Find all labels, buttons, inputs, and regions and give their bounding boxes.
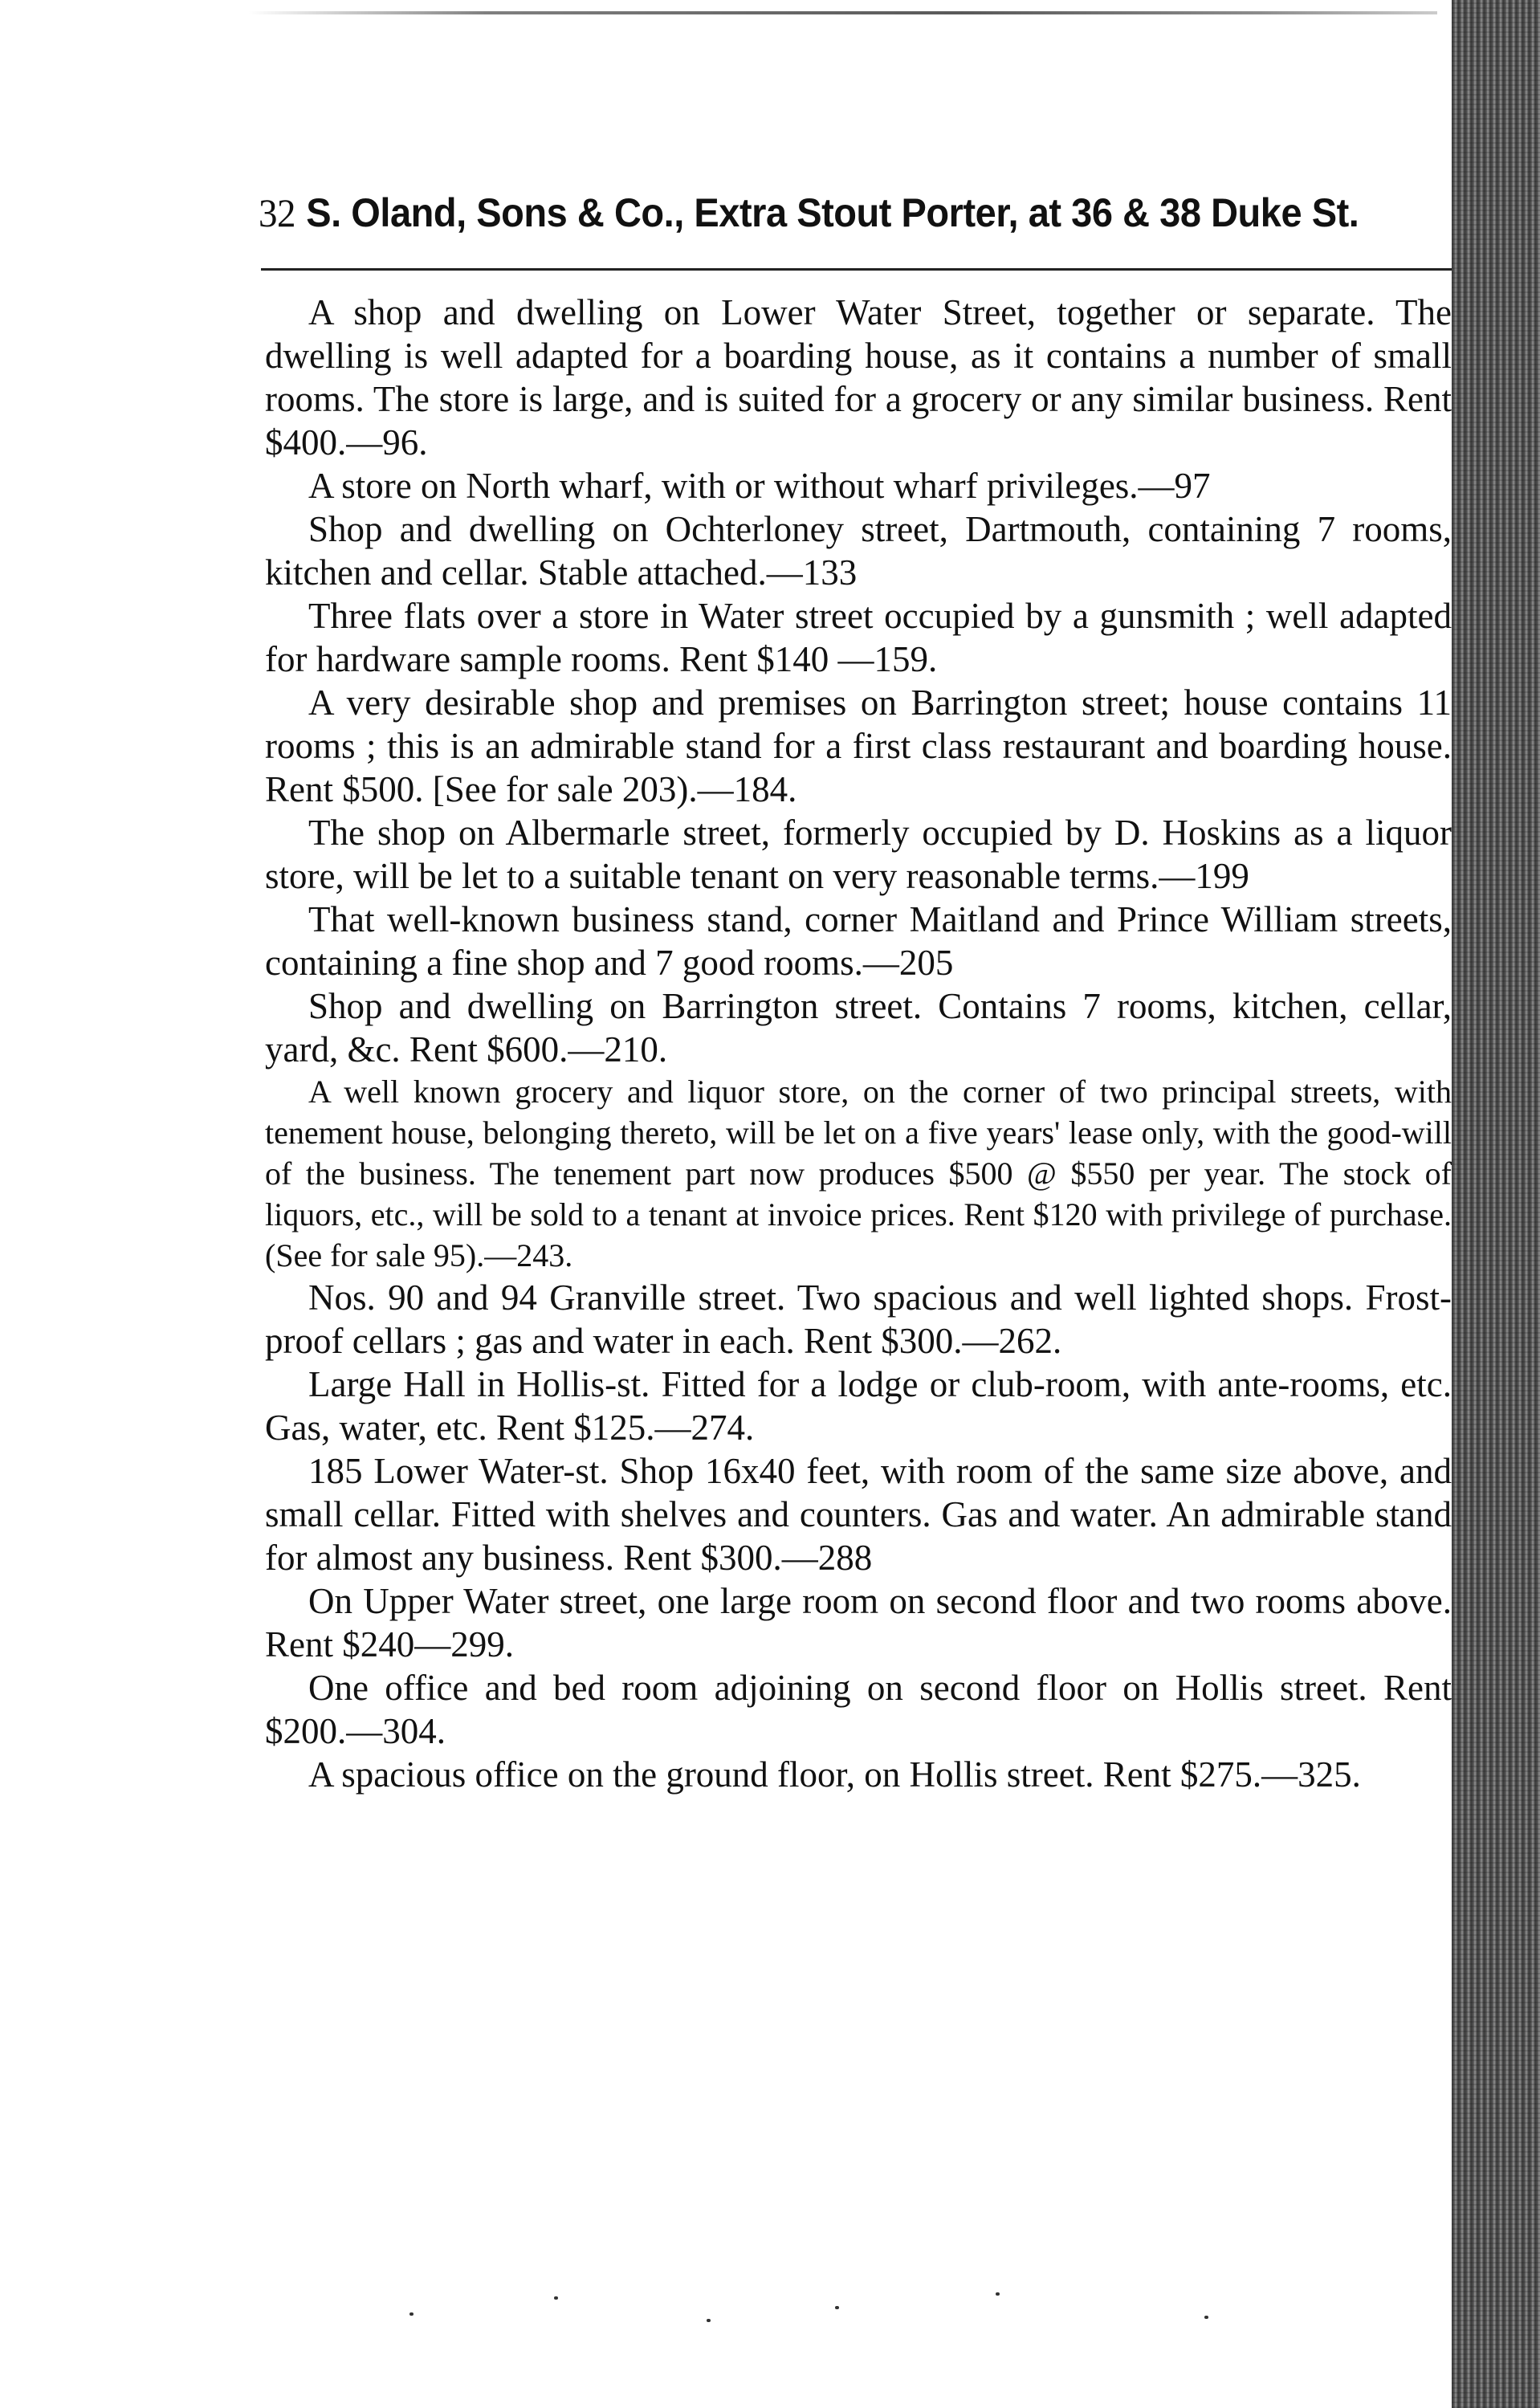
scanned-page-edge [1452,0,1540,2408]
listing-item: The shop on Albermarle street, formerly occupied by D. Hoskins as a liquor store, will be let to a suitable tenant on very reasonable terms.—199 [265,813,1452,896]
listing-item: Large Hall in Hollis-st. Fitted for a lodge or club-room, with ante-rooms, etc. Gas, water, etc. Rent $125.—274. [265,1364,1452,1448]
print-speck [409,2312,414,2316]
header-advertisement: S. Oland, Sons & Co., Extra Stout Porter, at 36 & 38 Duke St. [306,190,1359,235]
listing-item: Shop and dwelling on Barrington street. Contains 7 rooms, kitchen, cellar, yard, &c. Rent $600.—210. [265,986,1452,1070]
listing-item: That well-known business stand, corner Maitland and Prince William streets, containing a fine shop and 7 good rooms.—205 [265,899,1452,983]
header-divider [261,268,1452,271]
listing-item: On Upper Water street, one large room on second floor and two rooms above. Rent $240—299. [265,1581,1452,1664]
listing-item: A very desirable shop and premises on Barrington street; house contains 11 rooms ; this is an admirable stand for a first class restaurant and boarding house. Rent $500. [See for sale 203).—184. [265,682,1452,809]
print-speck [707,2319,711,2322]
listing-item: One office and bed room adjoining on second floor on Hollis street. Rent $200.—304. [265,1668,1452,1751]
print-specks [385,2288,1429,2337]
listing-item: A store on North wharf, with or without wharf privileges.—97 [308,466,1211,506]
print-speck [835,2306,839,2309]
listing-item: Nos. 90 and 94 Granville street. Two spacious and well lighted shops. Frost-proof cellars ; gas and water in each. Rent $300.—262. [265,1277,1452,1361]
listing-item: A spacious office on the ground floor, on Hollis street. Rent $275.—325. [308,1754,1361,1795]
print-speck [996,2292,1000,2296]
top-scan-rule [249,11,1437,14]
listing-item: A well known grocery and liquor store, on the corner of two principal streets, with tenement house, belonging thereto, will be let on a five years' lease only, with the good-will of the business. The tenement part now produces $500 @ $550 per year. The stock of liquors, etc., will be sold to a tenant at invoice prices. Rent $120 with privilege of purchase. (See for sale 95).—243. [265,1074,1452,1273]
page-number: 32 [259,190,296,235]
listing-item: Three flats over a store in Water street occupied by a gunsmith ; well adapted for hardware sample rooms. Rent $140 —159. [265,596,1452,679]
page-header [259,189,1380,236]
rental-listings [265,291,1452,2218]
listing-item: 185 Lower Water-st. Shop 16x40 feet, with room of the same size above, and small cellar. Fitted with shelves and counters. Gas and water. An admirable stand for almost any business. Rent $300.—288 [265,1451,1452,1578]
print-speck [554,2296,558,2300]
listing-item: Shop and dwelling on Ochterloney street, Dartmouth, containing 7 rooms, kitchen and cellar. Stable attached.—133 [265,509,1452,593]
listing-item: A shop and dwelling on Lower Water Street, together or separate. The dwelling is well adapted for a boarding house, as it contains a number of small rooms. The store is large, and is suited for a grocery or any similar business. Rent $400.—96. [265,292,1452,462]
print-speck [1204,2316,1208,2319]
